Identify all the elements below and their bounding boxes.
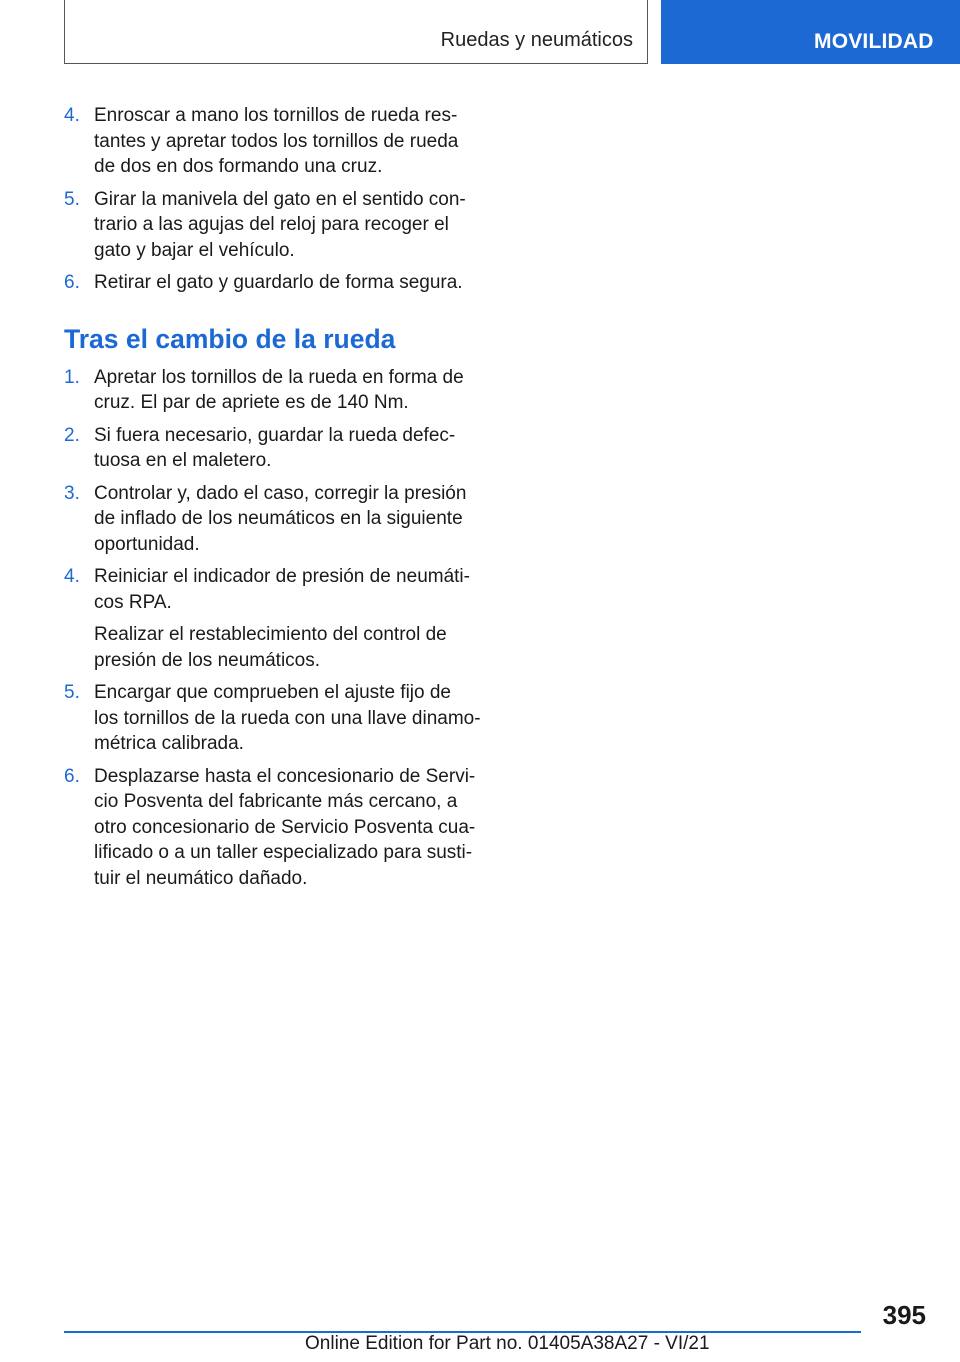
step-note-text: Realizar el restablecimiento del control de (94, 624, 447, 645)
chapter-tab-label: MOVILIDAD (814, 30, 934, 53)
step-text: oportunidad. (94, 533, 200, 555)
step-number: 1. (64, 366, 80, 388)
step-text: Girar la manivela del gato en el sentido con- (94, 188, 466, 210)
step-number: 5. (64, 188, 80, 210)
step-number: 6. (64, 272, 80, 293)
step-text: Encargar que comprueben el ajuste fijo de (94, 682, 452, 703)
step-number: 2. (64, 424, 80, 446)
steps-list-after (64, 365, 480, 892)
section-heading: Tras el cambio de la rueda (64, 323, 396, 354)
list-item (64, 270, 480, 296)
chapter-tab (661, 0, 960, 64)
list-item (64, 423, 480, 474)
step-text: Enroscar a mano los tornillos de rueda res- (94, 105, 458, 126)
list-item (64, 680, 480, 757)
list-item (64, 103, 480, 180)
step-text: de dos en dos formando una cruz. (94, 156, 383, 177)
page-number: 395 (882, 1300, 926, 1330)
list-item (64, 481, 480, 558)
footer-edition-text: Online Edition for Part no. 01405A38A27 - VI/21 (305, 1333, 710, 1354)
section-title: Ruedas y neumáticos (440, 29, 633, 51)
step-note-text: presión de los neumáticos. (94, 649, 321, 671)
step-text: otro concesionario de Servicio Posventa cua- (94, 816, 476, 838)
step-number: 4. (64, 566, 80, 587)
step-text: Reiniciar el indicador de presión de neumáti- (94, 566, 470, 587)
step-text: Apretar los tornillos de la rueda en forma de (94, 366, 464, 388)
step-number: 5. (64, 682, 80, 703)
step-text: de inflado de los neumáticos en la siguiente (94, 508, 463, 529)
step-text: cos RPA. (94, 591, 172, 613)
list-item (64, 564, 480, 673)
step-text: métrica calibrada. (94, 733, 244, 754)
step-text: Desplazarse hasta el concesionario de Servi- (94, 765, 476, 787)
steps-list-top (64, 103, 480, 296)
step-note (94, 622, 480, 673)
step-text: cruz. El par de apriete es de 140 Nm. (94, 392, 409, 413)
step-number: 4. (64, 105, 80, 126)
step-number: 6. (64, 765, 80, 787)
step-text: tuosa en el maletero. (94, 450, 272, 471)
list-item (64, 764, 480, 892)
step-text: lificado o a un taller especializado para susti- (94, 842, 473, 863)
step-text: Retirar el gato y guardarlo de forma segura. (94, 272, 463, 293)
step-text: cio Posventa del fabricante más cercano, a (94, 791, 458, 812)
step-text: los tornillos de la rueda con una llave dinamo- (94, 707, 481, 729)
step-text: trario a las agujas del reloj para recoger el (94, 214, 449, 235)
step-text: tantes y apretar todos los tornillos de rueda (94, 130, 459, 152)
step-text: tuir el neumático dañado. (94, 867, 308, 889)
list-item (64, 365, 480, 416)
step-text: gato y bajar el vehículo. (94, 239, 295, 261)
list-item (64, 187, 480, 264)
step-text: Si fuera necesario, guardar la rueda defec- (94, 424, 456, 446)
header-section-box (64, 0, 648, 64)
step-text: Controlar y, dado el caso, corregir la presión (94, 482, 467, 504)
step-number: 3. (64, 482, 80, 504)
main-content (64, 103, 480, 898)
